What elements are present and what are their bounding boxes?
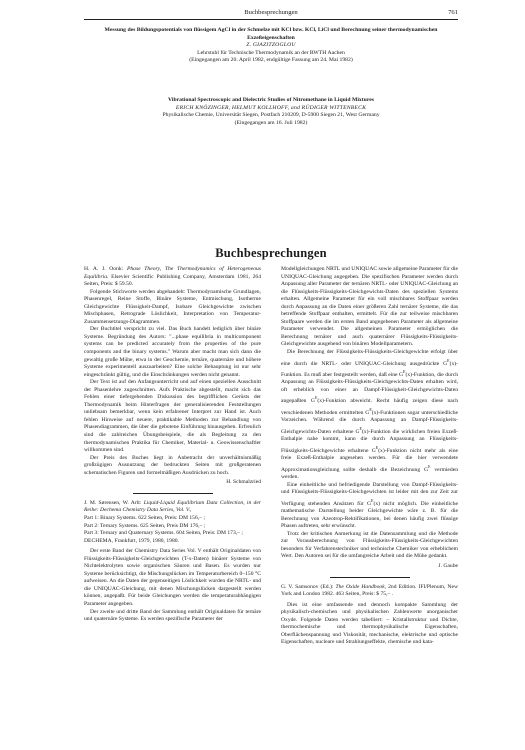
review-paragraph: Modellgleichungen NRTL und UNIQUAC sowie allgemeine Parameter für die UNIQUAC-Gleichung angegeben. Die spezifischen Parameter werden durch Anpassung aller Parameter der ternären NRTL- oder UNIQUAC-Gleichung an die Flüssigkeits-Flüssigkeits-Gleichgewichts-Daten des speziellen Systems erhalten. Allgemeine Parameter für ein voll mischbares Stoffpaar werden durch Anpassung an die Daten einer größeren Zahl ternärer Systeme, die das betreffende Stoffpaar enthalten, ermittelt. Für die zur teilweise mischbaren Stoffpaare werden die im ersten Band angegebenen Parameter als allgemeine Parameter verwendet. Die allgemeinen Parameter ermöglichen die Berechnung ternärer und auch quaternärer Flüssigkeits-Flüssigkeits-Gleichgewichte ausgehend von binären Modellparametern. xyxy=(281,266,458,348)
announcement-affiliation: Physikalische Chemie, Universität Siegen, Postfach 210209, D-5900 Siegen 21, West Germany xyxy=(162,112,380,119)
review-paragraph: Eine einheitliche und befriedigende Darstellung von Dampf-Flüssigkeits- und Flüssigkeits-Flüssigkeits-Gleichgewichten ist leider mit den zur Zeit zur Verfügung stehenden Ansätzen für $G^E(x)$ nicht möglich. Die einheitliche mathematische Darstellung beider Gleichgewichte wäre z. B. für die Berechnung von Azeotrop-Rektifikationen, bei denen häufig zwei flüssige Phasen auftreten, sehr erwünscht. xyxy=(281,481,458,530)
review-ref-author: H. A. J. Oonk: xyxy=(84,266,124,272)
review-ref-title: The Oxide Handbook, xyxy=(335,583,387,590)
review-ref-author: J. M. Sørensen, W. Arlt: xyxy=(84,499,142,506)
review-reference xyxy=(84,266,261,289)
announcement-title: Messung des Bildungspotentials von flüssigem AgCl in der Schmelze mit KCl bzw. KCl, LiCl und Berechnung seiner thermodynamischen Exzeßeigenschaften xyxy=(104,27,438,41)
review-paragraph: Der erste Band der Chemistry Data Series Vol. V enthält Originaldaten von Flüssigkeits-Flüssigkeits-Gleichgewichten (T-x-Daten) binärer Systeme von Nichtelektrolyten sowie organischen Säuren und Basen. Es wurden nur Systeme berücksichtigt, die Mischungslücken im Temperaturbereich 0–150 °C aufweisen. An die Daten der gegenseitigen Löslichkeit wurden die NRTL- und die UNIQUAC-Gleichung, mit denen Mischungslücken dargestellt werden können, angepaßt. Für beide Gleichungen werden die temperaturabhängigen Parameter angegeben. xyxy=(84,548,261,607)
review-ref-publisher: DECHEMA, Frankfurt, 1979, 1980, 1980. xyxy=(84,537,179,544)
review-ref-publisher: 2nd Edition. IFI/Plenum, New York and London 1982. 463 Seiten, Preis: $ 75,– . xyxy=(281,583,458,598)
left-column xyxy=(84,266,261,624)
review-paragraph: Der Text ist auf den Anfangsunterricht und auf einen speziellen Ausschnitt der Phasenlehre zugeschnitten. Aufs Praktische abgestellt, macht sich das Fehlen einer tiefergehenden Diskussion des begrifflichen Gerüsts der Thermodynamik beim Hinterfragen der generalisierenden Feststellungen unliebsam bemerkbar, wenn kein erfahrener Interpret zur Hand ist. Auch fehlen Hinweise auf neuere, praktikable Methoden zur Behandlung von Phasendiagrammen, die über die gebotene Einführung hinausgehen. Erfreulich sind die zahlreichen Übungsbeispiele, die als Begleitung zu den thermodynamischen Praktika für Chemiker, Material- u. Geowissenschaftler willkommen sind. xyxy=(84,379,261,454)
review-ref-part: Part 3: Ternary and Quaternary Systems. 604 Seiten, Preis: DM 173,– ; xyxy=(84,530,243,537)
review-paragraph: Folgende Stichworte werden abgehandelt: Thermodynamische Grundlagen, Phasenregel, Reine Stoffe, Binäre Systeme, Entmischung, Isotherme Gleichgewichte Flüssigkeit-Dampf, Isobare Gleichgewichte zwischen Mischphasen, Retrograde Löslichkeit, Interpretation von Temperatur-Zusammensetzungs-Diagrammen. xyxy=(84,288,261,325)
announcement-title: Vibrational Spectroscopic and Dielectric Studies of Nitromethane in Liquid Mixtures xyxy=(168,97,374,103)
review-ref-publisher: Elsevier Scientific Publishing Company, Amsterdam 1981, 264 Seiten, Preis: $ 59.50. xyxy=(84,273,261,288)
announcement-authors: ERICH KNÖZINGER, HELMUT KOLLHOFF, and RÜDIGER WITTENBECK xyxy=(175,104,367,111)
announcement-received: (Eingegangen am 16. Juli 1982) xyxy=(234,119,308,126)
announcement-1 xyxy=(84,27,458,65)
running-title: Buchbesprechungen xyxy=(244,9,298,16)
review-separator xyxy=(330,577,410,578)
review-reference xyxy=(84,500,261,515)
review-reference xyxy=(281,584,458,599)
review-paragraph: Der Preis des Buches liegt in Anbetracht der unverhältnismäßig großzügigen Ausnutzung der bedruckten Seiten mit großgeratenen schematischen Figuren und formelmäßigen Ausdrücken zu hoch. xyxy=(84,454,261,476)
review-paragraph: Die Berechnung der Flüssigkeits-Flüssigkeits-Gleichgewichte erfolgt über eine durch die NRTL- oder UNIQUAC-Gleichung ausgedrückte $G^E(x)$-Funktion. Es muß aber festgestellt werden, daß eine $G^E(x)$-Funktion, die durch Anpassung an Flüssigkeits-Flüssigkeits-Gleichgewichts-Daten erhalten wird, oft erheblich von einer an Dampf-Flüssigkeit-Gleichgewichts-Daten angepaßten $G^E(x)$-Funktion abweicht. Recht häufig zeigen diese nach verschiedenen Methoden ermittelten $G^E(x)$-Funktionen sogar unterschiedliche Vorzeichen. Während die durch Anpassung an Dampf-Flüssigkeits-Gleichgewichts-Daten erhaltene $G^E(x)$-Funktion die wirklichen freien Exzeß-Enthalpie nahe kommt, kann die durch Anpassung an Flüssigkeits-Flüssigkeits-Gleichgewichte erhaltene $G^E(x)$-Funktion nicht mehr als eine freie Exzeß-Enthalpie angesehen werden. Für die hier verwendete Approximationsgleichung sollte deshalb die Bezeichnung $G^E$ vermieden werden. xyxy=(281,349,458,481)
review-ref-part: Part 2: Ternary Systems. 625 Seiten, Preis DM 176,– ; xyxy=(84,522,206,529)
announcement-2 xyxy=(84,97,458,127)
review-ref-part: Part 1: Binary Systems. 622 Seiten, Preis: DM 156,– ; xyxy=(84,514,205,521)
section-title: Buchbesprechungen xyxy=(215,246,327,260)
review-ref-title: Phase Theory, The Thermodynamics of Heterogeneous Equilibria. xyxy=(84,266,261,280)
header-rule xyxy=(84,19,458,20)
announcement-received: (Eingegangen am 20. April 1982, endgültige Fassung am 24. Mai 1982) xyxy=(189,57,353,64)
announcement-authors: Z. GIAZITZOGLOU xyxy=(246,42,296,49)
review-ref-author: G. V. Samsonov (Ed.): xyxy=(281,583,334,590)
page-number: 761 xyxy=(448,9,458,16)
reviewer-signature: H. Schmalzried xyxy=(226,479,261,486)
review-paragraph: Trotz der kritischen Anmerkung ist die Datensammlung und die Methode zur Vorausberechnung von Flüssigkeits-Flüssigkeits-Gleichgewichten besonders für Verfahrenstechniker und technische Chemiker von erheblichem Wert. Den Autoren sei für die umfangreiche Arbeit und die Mühe gedankt. xyxy=(281,530,458,560)
review-paragraph: Dies ist eine umfassende und dennoch kompakte Sammlung der physikalisch-chemischen und physikalischen Zahlenwerte anorganischer Oxyde. Folgende Daten werden tabelliert: – Kristallstruktur und Dichte, thermochemische und thermophysikalische Eigenschaften, Oberflächenspannung und Viskosität, mechanische, elektrische und optische Eigenschaften, nucleare und Strahlungseffekte, chemische und kata- xyxy=(281,601,458,646)
reviewer-signature: J. Gaube xyxy=(438,563,458,570)
review-paragraph: Der zweite und dritte Band der Sammlung enthält Originaldaten für ternäre und quaternäre Systeme. Es werden spezifische Parameter der xyxy=(84,608,261,623)
right-column xyxy=(281,266,458,647)
announcement-affiliation: Lehrstuhl für Technische Thermodynamik an der RWTH Aachen xyxy=(197,49,345,56)
review-ref-title: Liquid-Liquid Equilibrium Data Collection, in der Reihe: Dechema Chemistry Data Series, Vol. V., xyxy=(84,499,262,514)
review-paragraph: Der Buchtitel verspricht zu viel. Das Buch handelt lediglich über binäre Systeme. Begründung des Autors: "...phase equilibria in multicomponent systems can be predicted accurately from the properties of the pure components and the binary systems." Warum aber macht man sich dann die gewaltig große Mühe, etwa in der Geochemie, ternäre, quaternäre und höhere Systeme experimentell auszuarbeiten? Eine solche Behauptung ist nur sehr eingeschränkt gültig, und die Einschränkungen werden nicht genannt. xyxy=(84,326,261,378)
running-header xyxy=(84,9,458,16)
review-separator xyxy=(133,493,213,494)
